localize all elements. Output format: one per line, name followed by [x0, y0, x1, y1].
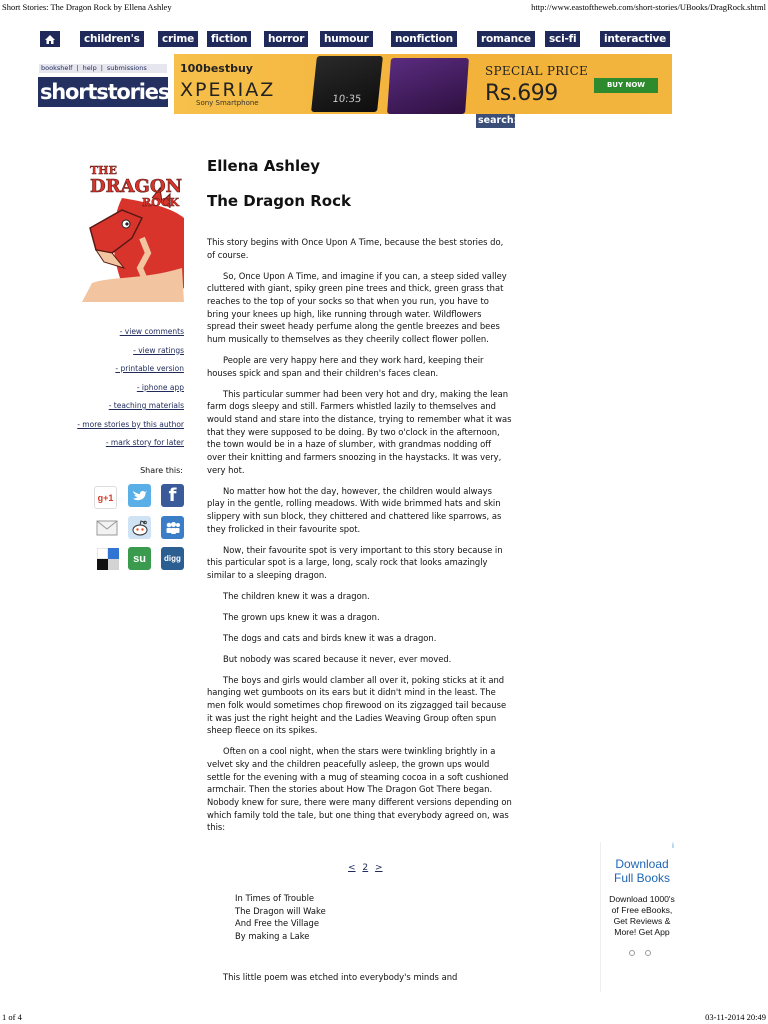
side-ad-text-line: More! Get App	[614, 927, 670, 937]
story-paragraph: The children knew it was a dragon.	[223, 591, 370, 601]
ad-buy-now-button[interactable]: BUY NOW	[594, 78, 658, 93]
side-ad-text-line: of Free eBooks,	[611, 905, 673, 915]
side-ad-carousel-dots	[629, 950, 651, 956]
cover-title-dragon: DRAGON	[90, 176, 183, 197]
story-paragraph: The dogs and cats and birds knew it was a dragon.	[223, 632, 437, 643]
nav-scifi[interactable]: sci-fi	[545, 31, 580, 47]
email-icon[interactable]	[95, 516, 118, 539]
reddit-alien-glyph	[131, 520, 149, 536]
sub-nav	[39, 64, 167, 73]
story-paragraph: Now, their favourite spot is very important to this story because in this particular spot is a large, long, scaly rock that looks amazingly similar to a sleeping dragon.	[207, 544, 503, 581]
subnav-divider: |	[76, 64, 79, 72]
share-label: Share this:	[140, 466, 183, 475]
pager-prev-link[interactable]: <	[348, 863, 356, 873]
story-side-links	[60, 326, 184, 456]
story-continuation: This little poem was etched into everybody's minds and	[223, 972, 458, 982]
story-paragraph: People are very happy here and they work hard, keeping their houses spick and span and their children's faces clean.	[207, 355, 484, 378]
poem-line: In Times of Trouble	[235, 893, 315, 903]
print-page-number: 1 of 4	[2, 1012, 22, 1022]
story-paragraph: But nobody was scared because it never, ever moved.	[223, 653, 452, 664]
mark-story-link[interactable]: - mark story for later	[105, 438, 184, 447]
teaching-materials-link[interactable]: - teaching materials	[108, 401, 184, 410]
story-paragraph: Often on a cool night, when the stars were twinkling brightly in a velvet sky and the children peacefully asleep, the grown ups would settle for the evening with a mug of steaming cocoa in a soft cushioned armchair. Then the stories about How The Dragon Got There began. Nobody knew for sure, there were many different versions depending on which family told the tale, but one thing that everybody agreed on, was this:	[207, 746, 512, 833]
view-comments-link[interactable]: - view comments	[119, 327, 184, 336]
phone-screen-time: 10:35	[331, 94, 362, 105]
side-ad-headline-line: Download	[615, 857, 669, 871]
story-poem	[235, 892, 326, 943]
side-ad-text-line: Get Reviews &	[613, 916, 671, 926]
home-button[interactable]	[40, 31, 60, 47]
story-paragraph: The boys and girls would clamber all over it, poking sticks at it and hanging wet gumboots on its ears but it didn't mind in the least. The men folk would sometimes chop firewood on its zigzagged tail because it was just the right height and the Ladies Weaving Group often spun sheep fleece on its spikes.	[207, 674, 507, 736]
stumbleupon-icon[interactable]: su	[128, 547, 151, 570]
book-cover-image	[82, 158, 184, 302]
ad-brand: 100bestbuy	[180, 62, 253, 75]
carousel-dot[interactable]	[629, 950, 635, 956]
side-ad-text-line: Download 1000's	[609, 894, 675, 904]
poem-line: And Free the Village	[235, 918, 319, 929]
more-stories-link[interactable]: - more stories by this author	[77, 419, 184, 429]
myspace-people-glyph	[165, 521, 181, 535]
print-title: Short Stories: The Dragon Rock by Ellena Ashley	[2, 2, 172, 12]
subnav-divider: |	[100, 64, 103, 72]
myspace-icon[interactable]	[161, 516, 184, 539]
cover-title-the: THE	[90, 164, 117, 177]
ad-sub: Sony Smartphone	[196, 99, 259, 107]
pager-next-link[interactable]: >	[375, 863, 383, 873]
top-nav	[40, 31, 667, 48]
side-ad-headline-line: Full Books	[613, 871, 671, 885]
cover-title-rock: ROCK	[142, 196, 180, 209]
side-ad-text	[601, 894, 683, 938]
reddit-icon[interactable]	[128, 516, 151, 539]
print-footer	[0, 1010, 768, 1024]
dragon-cover-art	[82, 158, 184, 302]
phone-image-purple	[387, 58, 469, 114]
phone-image-black	[311, 56, 383, 112]
iphone-app-link[interactable]: - iphone app	[136, 382, 184, 392]
nav-horror[interactable]: horror	[264, 31, 308, 47]
ad-model: XPERIAZ	[180, 79, 276, 101]
envelope-glyph	[96, 520, 118, 536]
printable-version-link[interactable]: - printable version	[115, 364, 184, 373]
submissions-link[interactable]: submissions	[106, 64, 147, 72]
home-icon	[44, 34, 56, 45]
story-paragraph: So, Once Upon A Time, and imagine if you can, a steep sided valley cluttered with giant, spiky green pine trees and thick, green grass that reaches to the top of your socks so that when you run, you have to bring your knees up high, like running through water. Wildflowers spread their sweet heady perfume along the gentle breezes and bees hum musically to themselves as they cheerily collect flower pollen.	[207, 270, 507, 345]
story-paragraph: This story begins with Once Upon A Time, because the best stories do, of course.	[207, 237, 504, 260]
nav-interactive[interactable]: interactive	[600, 31, 670, 47]
view-ratings-link[interactable]: - view ratings	[133, 345, 184, 355]
story-author[interactable]: Ellena Ashley	[207, 157, 321, 175]
side-ad-download-books[interactable]	[600, 842, 682, 992]
delicious-squares-glyph	[97, 548, 119, 570]
carousel-dot[interactable]	[645, 950, 651, 956]
help-link[interactable]: help	[82, 64, 97, 72]
facebook-icon[interactable]: f	[161, 484, 184, 507]
google-plus-icon[interactable]: g+1	[94, 486, 117, 509]
search-go-button[interactable]	[600, 115, 614, 127]
story-paragraph: This particular summer had been very hot and dry, making the lean farm dogs sleepy and still. Farmers whistled lazily to themselves and would stand and stare into the distance, trying to remember what it was that they were supposed to be doing. By two o'clock in the afternoon, the town would be in a haze of slumber, with grandmas nodding off over their knitting and farmers snoozing in the haystacks. It was very, very hot.	[207, 388, 512, 475]
twitter-icon[interactable]	[128, 484, 151, 507]
ad-price: Rs.699	[485, 81, 558, 106]
story-pager	[346, 863, 385, 873]
poem-line: The Dragon will Wake	[235, 905, 326, 916]
site-logo[interactable]: shortstories	[38, 77, 168, 107]
ad-special-price: SPECIAL PRICE	[485, 64, 589, 78]
pager-current-link[interactable]: 2	[362, 863, 369, 873]
search-input[interactable]	[518, 116, 598, 128]
twitter-bird-glyph	[132, 489, 147, 502]
poem-line: By making a Lake	[235, 931, 310, 942]
delicious-icon[interactable]	[96, 547, 119, 570]
story-body	[207, 236, 512, 842]
story-paragraph: No matter how hot the day, however, the children would always play in the gentle, rolling meadows. With wide brimmed hats and skin slippery with sun block, they chittered and chattered like sparrows, as they frolicked in their favourite spot.	[207, 485, 502, 534]
print-url: http://www.eastoftheweb.com/short-stories/UBooks/DragRock.shtml	[531, 2, 766, 12]
nav-childrens[interactable]: children's	[80, 31, 144, 47]
digg-icon[interactable]: digg	[161, 547, 184, 570]
ad-info-icon[interactable]: i	[672, 842, 674, 850]
print-datetime: 03-11-2014 20:49	[705, 1012, 766, 1022]
bookshelf-link[interactable]: bookshelf	[41, 64, 73, 72]
nav-crime[interactable]: crime	[158, 31, 198, 47]
nav-nonfiction[interactable]: nonfiction	[391, 31, 457, 47]
ad-banner[interactable]	[174, 54, 672, 114]
side-ad-headline	[601, 857, 683, 885]
search-label: search:	[478, 115, 518, 126]
nav-romance[interactable]: romance	[477, 31, 535, 47]
print-header	[0, 0, 768, 14]
nav-humour[interactable]: humour	[320, 31, 373, 47]
story-title: The Dragon Rock	[207, 192, 351, 210]
nav-fiction[interactable]: fiction	[207, 31, 251, 47]
story-paragraph: The grown ups knew it was a dragon.	[223, 611, 380, 622]
